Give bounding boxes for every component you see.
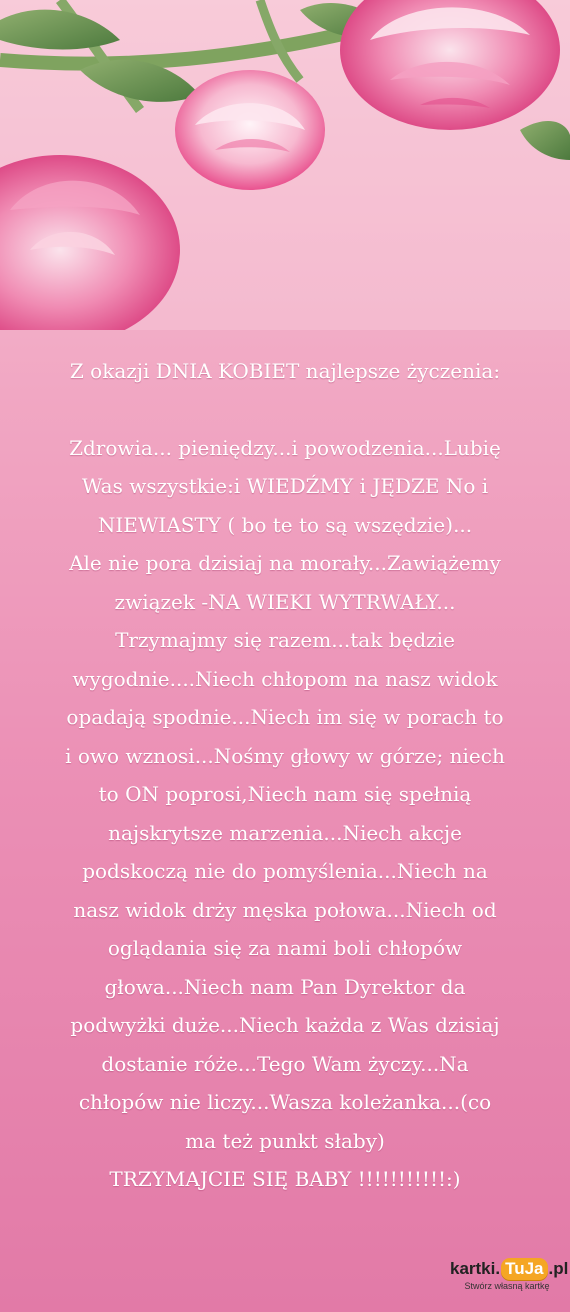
logo-wordmark bbox=[450, 1258, 569, 1280]
blank-line bbox=[30, 391, 540, 429]
greeting-line: głowa...Niech nam Pan Dyrektor da bbox=[104, 974, 466, 999]
pink-roses-image bbox=[0, 0, 570, 330]
logo-suffix: .pl bbox=[548, 1259, 569, 1278]
greeting-line: i owo wznosi...Nośmy głowy w górze; niech bbox=[65, 743, 505, 768]
logo-badge: TuJa bbox=[501, 1258, 547, 1280]
greeting-line: oglądania się za nami boli chłopów bbox=[107, 936, 463, 960]
greeting-line: Was wszystkie:i WIEDŹMY i JĘDZE No i bbox=[81, 474, 489, 498]
greeting-line: podwyżki duże...Niech każda z Was dzisiaj bbox=[70, 1013, 500, 1037]
greeting-line: związek -NA WIEKI WYTRWAŁY... bbox=[114, 589, 456, 614]
greeting-heading: Z okazji DNIA KOBIET najlepsze życzenia: bbox=[69, 359, 501, 383]
greeting-line: to ON poprosi,Niech nam się spełnią bbox=[98, 782, 472, 806]
logo-prefix: kartki. bbox=[450, 1259, 501, 1278]
greeting-text bbox=[30, 352, 540, 1199]
greeting-closing: TRZYMAJCIE SIĘ BABY !!!!!!!!!!!:) bbox=[109, 1167, 461, 1191]
greeting-line: opadają spodnie...Niech im się w porach to bbox=[66, 705, 504, 729]
greeting-line: Trzymajmy się razem...tak będzie bbox=[115, 628, 455, 652]
greeting-line: wygodnie....Niech chłopom na nasz widok bbox=[72, 666, 498, 691]
kartki-tuja-logo-link[interactable] bbox=[450, 1258, 569, 1304]
greeting-line: nasz widok drży męska połowa...Niech od bbox=[73, 897, 497, 922]
greeting-line: ma też punkt słaby) bbox=[185, 1128, 385, 1153]
greeting-line: najskrytsze marzenia...Niech akcje bbox=[108, 820, 462, 845]
greeting-line: chłopów nie liczy...Wasza koleżanka...(co bbox=[78, 1090, 492, 1114]
logo-tagline: Stwórz własną kartkę bbox=[464, 1281, 550, 1291]
greeting-line: podskoczą nie do pomyślenia...Niech na bbox=[82, 859, 488, 883]
greeting-line: Zdrowia... pieniędzy...i powodzenia...Lubię bbox=[69, 435, 501, 460]
greeting-line: Ale nie pora dzisiaj na morały...Zawiążemy bbox=[69, 551, 501, 575]
greeting-line: dostanie róże...Tego Wam życzy...Na bbox=[101, 1051, 469, 1076]
greeting-line: NIEWIASTY ( bo te to są wszędzie)... bbox=[97, 512, 473, 537]
